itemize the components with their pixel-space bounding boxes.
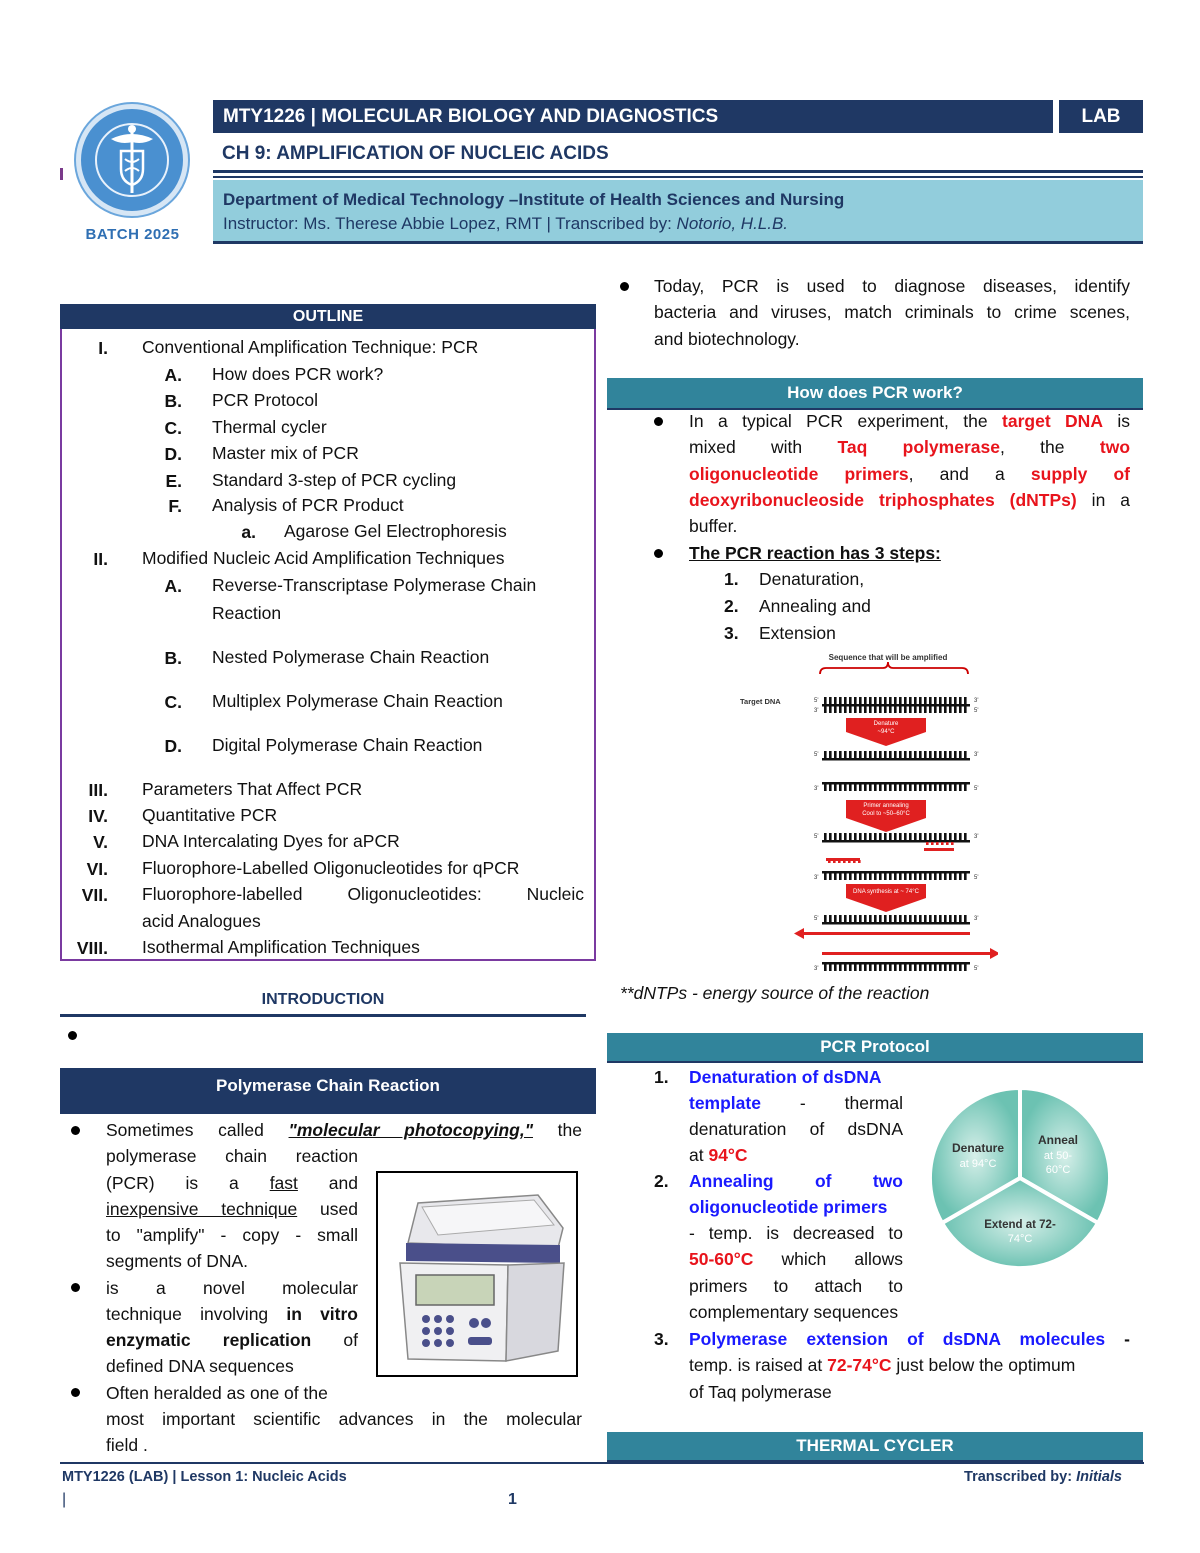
outline-item[interactable]: Quantitative PCR <box>142 805 278 825</box>
primer-reverse-tick <box>946 842 949 845</box>
outline-number: V. <box>93 832 108 852</box>
primer-forward-tick <box>833 860 836 863</box>
anneal-label: Anneal <box>1037 1133 1079 1147</box>
outline-item[interactable]: Master mix of PCR <box>212 443 359 463</box>
protocol-step-3-line-3: of Taq polymerase <box>689 1382 832 1402</box>
protocol-step-2-line-1: Annealing of two <box>689 1171 903 1191</box>
strand-end-label: 5' <box>814 752 819 758</box>
step-number: 2. <box>724 596 739 616</box>
today-line-3: and biotechnology. <box>654 329 800 349</box>
primer-forward-tick <box>843 860 846 863</box>
protocol-step-2-line-2: oligonucleotide primers <box>689 1197 888 1217</box>
outline-number: C. <box>164 418 182 438</box>
pcr-bullet-2-line-3: enzymatic replication of <box>106 1330 358 1350</box>
step-text: Denaturation, <box>759 569 865 589</box>
outline-number: A. <box>164 365 182 385</box>
protocol-step-1-num: 1. <box>654 1067 669 1087</box>
empty-bullet <box>68 1031 77 1040</box>
outline-number: A. <box>164 576 182 596</box>
how-line-3: oligonucleotide primers, and a supply of <box>689 464 1130 484</box>
denature-label: Denature <box>951 1141 1005 1155</box>
batch-label: BATCH 2025 <box>85 226 180 243</box>
step-number: 1. <box>724 569 739 589</box>
extension-arrow-right <box>822 952 996 955</box>
step-number: 3. <box>724 623 739 643</box>
footer-bar: | <box>62 1491 67 1508</box>
header-info <box>213 180 1143 244</box>
anneal-temp-1: at 50- <box>1043 1150 1073 1162</box>
pcr-bullet-3-line-3: field . <box>106 1435 148 1455</box>
target-bottom-strand <box>822 704 970 713</box>
extend-label: Extend at 72- <box>984 1219 1056 1231</box>
outline-item[interactable]: How does PCR work? <box>212 364 384 384</box>
pcr-bullet-1-line-1: Sometimes called "molecular photocopying," the <box>106 1120 582 1140</box>
outline-item[interactable]: Conventional Amplification Technique: PCR <box>142 337 479 357</box>
protocol-step-1-line-2: template - thermal <box>689 1093 903 1113</box>
batch-logo <box>60 100 205 245</box>
outline-number: B. <box>164 648 182 668</box>
outline-item[interactable]: Analysis of PCR Product <box>212 495 404 515</box>
figure-caption: Sequence that will be amplified <box>828 653 948 662</box>
pcr-section-title: Polymerase Chain Reaction <box>60 1068 596 1114</box>
lab-tag: LAB <box>1059 100 1143 133</box>
outline-item[interactable]: Reaction <box>212 603 282 623</box>
synthesis-strand-2 <box>822 962 970 971</box>
caduceus-seal-icon <box>76 104 188 216</box>
strand-end-label: 3' <box>974 752 979 758</box>
strand-end-label: 3' <box>974 916 979 922</box>
outline-number: E. <box>165 471 182 491</box>
pcr-bullet-3-line-2: most important scientific advances in the molecular <box>106 1409 582 1429</box>
outline-number: I. <box>98 338 108 358</box>
denature-arrow-temp: ~94°C <box>877 729 895 735</box>
outline-number: a. <box>241 522 256 542</box>
extend-temp: 74°C <box>1007 1233 1033 1245</box>
transcriber-name: Notorio, H.L.B. <box>676 214 789 233</box>
primer-forward-tick <box>838 860 841 863</box>
outline-item[interactable]: Isothermal Amplification Techniques <box>142 937 420 957</box>
protocol-step-2-line-5: primers to attach to <box>689 1276 903 1296</box>
annealing-arrow-temp: Cool to ~50–60°C <box>862 811 910 817</box>
primer-forward-tick <box>848 860 851 863</box>
how-line-5: buffer. <box>689 516 738 536</box>
synthesis-strand-1 <box>822 915 970 925</box>
pcr-cycle-diagram <box>920 1078 1120 1278</box>
outline-item[interactable]: Standard 3-step of PCR cycling <box>212 470 457 490</box>
instructor-line: Instructor: Ms. Therese Abbie Lopez, RMT | Transcribed by: Notorio, H.L.B. <box>223 214 789 233</box>
denatured-strand-1 <box>822 751 970 761</box>
primer-reverse <box>924 848 954 851</box>
primer-forward-tick <box>828 860 831 863</box>
primer-reverse-tick <box>936 842 939 845</box>
pcr-bullet-2-line-2: technique involving in vitro <box>106 1304 358 1324</box>
today-line-2: bacteria and viruses, match criminals to crime scenes, <box>654 302 1130 322</box>
thermal-cycler-title: THERMAL CYCLER <box>607 1432 1143 1460</box>
outline-number: II. <box>93 549 108 569</box>
introduction-title: INTRODUCTION <box>261 991 385 1008</box>
outline-item[interactable]: Digital Polymerase Chain Reaction <box>212 735 483 755</box>
primer-reverse-tick <box>931 842 934 845</box>
chapter-title: CH 9: AMPLIFICATION OF NUCLEIC ACIDS <box>222 143 609 164</box>
outline-item[interactable]: DNA Intercalating Dyes for aPCR <box>142 831 400 851</box>
synthesis-arrow-label: DNA synthesis at ~ 74°C <box>853 889 919 895</box>
footer-lesson: MTY1226 (LAB) | Lesson 1: Nucleic Acids <box>62 1469 347 1485</box>
outline-item[interactable]: PCR Protocol <box>212 390 319 410</box>
pcr-protocol-title: PCR Protocol <box>607 1033 1143 1061</box>
pcr-bullet-1-line-3: (PCR) is a fast and <box>106 1173 359 1193</box>
annealing-arrow-label: Primer annealing <box>863 803 909 809</box>
outline-item[interactable]: Nested Polymerase Chain Reaction <box>212 647 490 667</box>
protocol-step-3-line-2: temp. is raised at 72-74°C just below the optimum <box>689 1355 1076 1375</box>
target-dna-label: Target DNA <box>740 697 781 706</box>
outline-number: F. <box>168 496 182 516</box>
protocol-step-2-line-4: 50-60°C which allows <box>689 1249 903 1269</box>
strand-end-label: 5' <box>814 698 819 704</box>
how-line-4: deoxyribonucleoside triphosphates (dNTPs) in a <box>689 490 1130 510</box>
outline-number: D. <box>164 444 182 464</box>
extension-arrow-left <box>800 932 970 935</box>
outline-number: III. <box>88 780 108 800</box>
denature-temp: at 94°C <box>959 1158 997 1170</box>
outline-item[interactable]: Modified Nucleic Acid Amplification Techniques <box>142 548 505 568</box>
strand-end-label: 3' <box>814 708 819 714</box>
outline-number: VII. <box>81 885 108 905</box>
pcr-bullet-2-line-1: is a novel molecular <box>106 1278 358 1298</box>
pcr-bullet-1-line-2: polymerase chain reaction <box>106 1146 358 1166</box>
outline-item[interactable]: Agarose Gel Electrophoresis <box>284 521 507 541</box>
denatured-strand-2 <box>822 782 970 791</box>
strand-end-label: 5' <box>814 834 819 840</box>
strand-end-label: 5' <box>974 966 979 972</box>
pcr-bullet-1-line-5: to "amplify" - copy - small <box>106 1225 358 1245</box>
outline-item[interactable]: Thermal cycler <box>212 417 327 437</box>
protocol-step-3-num: 3. <box>654 1329 669 1349</box>
steps-title: The PCR reaction has 3 steps: <box>689 543 941 563</box>
arrowhead-left-icon <box>794 928 804 939</box>
today-line-1: Today, PCR is used to diagnose diseases, identify <box>654 276 1130 296</box>
strand-end-label: 3' <box>814 786 819 792</box>
pcr-bullet-3-line-1: Often heralded as one of the <box>106 1383 328 1403</box>
annealed-strand-2 <box>822 871 970 880</box>
arrowhead-right-icon <box>990 948 998 959</box>
protocol-step-3-line-1: Polymerase extension of dsDNA molecules - <box>689 1329 1130 1349</box>
outline-number: IV. <box>88 806 108 826</box>
strand-end-label: 5' <box>974 875 979 881</box>
strand-end-label: 5' <box>974 708 979 714</box>
outline-item[interactable]: Parameters That Affect PCR <box>142 779 363 799</box>
strand-end-label: 5' <box>974 786 979 792</box>
how-line-2: mixed with Taq polymerase, the two <box>689 437 1131 457</box>
protocol-step-2-line-3: - temp. is decreased to <box>689 1223 903 1243</box>
protocol-step-1-line-1: Denaturation of dsDNA <box>689 1067 882 1087</box>
thermal-cycler-image <box>376 1171 578 1377</box>
outline-title: OUTLINE <box>60 304 596 329</box>
primer-forward-tick <box>853 860 856 863</box>
footer-transcriber: Transcribed by: Initials <box>964 1469 1122 1485</box>
protocol-step-2-line-6: complementary sequences <box>689 1302 899 1322</box>
pcr-bullet-1-line-4: inexpensive technique used <box>106 1199 358 1219</box>
pcr-bullet-1-line-6: segments of DNA. <box>106 1251 248 1271</box>
primer-reverse-tick <box>951 842 954 845</box>
protocol-step-2-num: 2. <box>654 1171 669 1191</box>
strand-end-label: 3' <box>814 966 819 972</box>
how-line-1: In a typical PCR experiment, the target DNA is <box>689 411 1131 431</box>
primer-reverse-tick <box>926 842 929 845</box>
primer-forward-tick <box>858 860 861 863</box>
pcr-steps-figure <box>738 648 998 973</box>
anneal-temp-2: 60°C <box>1045 1164 1071 1176</box>
outline-item[interactable]: Fluorophore-labelled Oligonucleotides: Nucleic <box>142 884 584 904</box>
how-pcr-title: How does PCR work? <box>607 378 1143 408</box>
protocol-step-1-line-3: denaturation of dsDNA <box>689 1119 903 1139</box>
outline-number: C. <box>164 692 182 712</box>
outline-box <box>60 329 596 961</box>
course-title: MTY1226 | MOLECULAR BIOLOGY AND DIAGNOSTICS <box>213 100 1053 133</box>
department-line: Department of Medical Technology –Institute of Health Sciences and Nursing <box>223 190 845 209</box>
strand-end-label: 3' <box>974 834 979 840</box>
step-text: Annealing and <box>759 596 871 616</box>
strand-end-label: 3' <box>974 698 979 704</box>
pcr-bullet-2-line-4: defined DNA sequences <box>106 1356 294 1376</box>
outline-item[interactable]: Multiplex Polymerase Chain Reaction <box>212 691 503 711</box>
denature-arrow-label: Denature <box>873 721 899 727</box>
outline-number: VIII. <box>76 938 108 958</box>
step-text: Extension <box>759 623 836 643</box>
outline-number: VI. <box>86 859 108 879</box>
outline-item[interactable]: acid Analogues <box>142 911 261 931</box>
annealed-strand-1 <box>822 833 970 843</box>
outline-item[interactable]: Reverse-Transcriptase Polymerase Chain <box>212 575 537 595</box>
outline-number: B. <box>164 391 182 411</box>
dntp-note: **dNTPs - energy source of the reaction <box>620 983 930 1003</box>
strand-end-label: 5' <box>814 916 819 922</box>
primer-reverse-tick <box>941 842 944 845</box>
outline-item[interactable]: Fluorophore-Labelled Oligonucleotides for qPCR <box>142 858 520 878</box>
protocol-step-1-line-4: at 94°C <box>689 1145 748 1165</box>
page-number: 1 <box>508 1491 517 1508</box>
outline-number: D. <box>164 736 182 756</box>
strand-end-label: 3' <box>814 875 819 881</box>
